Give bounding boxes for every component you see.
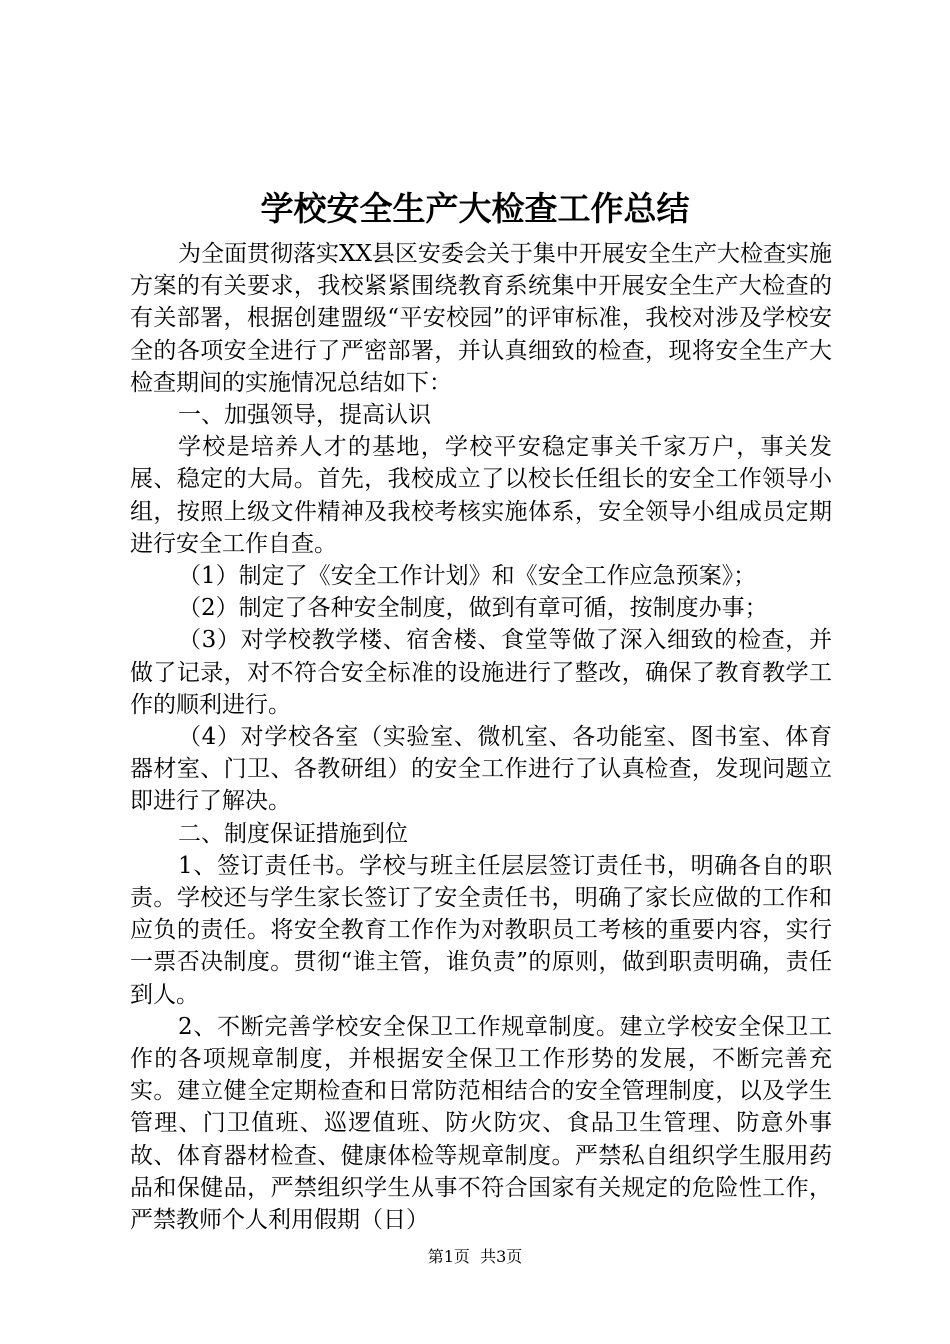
section-heading-2: 二、制度保证措施到位 [178, 820, 408, 847]
page-number: 第1页 共3页 [427, 1247, 523, 1266]
paragraph-leadership: 学校是培养人才的基地，学校平安稳定事关千家万户，事关发展、稳定的大局。首先，我校成立了以校长任组长的安全工作领导小组，按照上级文件精神及我校考核实施体系，安全领导小组成员定期进行安全工作自查。 [130, 434, 832, 557]
document-body [130, 238, 832, 1236]
list-item-1: （1）制定了《安全工作计划》和《安全工作应急预案》； [178, 563, 757, 590]
page-footer [0, 1244, 950, 1267]
paragraph-responsibility: 1、签订责任书。学校与班主任层层签订责任书，明确各自的职责。学校还与学生家长签订了安全责任书，明确了家长应做的工作和应负的责任。将安全教育工作作为对教职员工考核的重要内容，实行一票否决制度。贯彻“谁主管，谁负责”的原则，做到职责明确，责任到人。 [130, 852, 832, 1008]
section-heading-1: 一、加强领导，提高认识 [178, 402, 431, 429]
paragraph-intro: 为全面贯彻落实XX县区安委会关于集中开展安全生产大检查实施方案的有关要求，我校紧紧围绕教育系统集中开展安全生产大检查的有关部署，根据创建盟级“平安校园”的评审标准，我校对涉及学校安全的各项安全进行了严密部署，并认真细致的检查，现将安全生产大检查期间的实施情况总结如下： [130, 241, 832, 396]
list-item-3: （3）对学校教学楼、宿舍楼、食堂等做了深入细致的检查，并做了记录，对不符合安全标准的设施进行了整改，确保了教育教学工作的顺利进行。 [130, 627, 832, 718]
paragraph-regulations: 2、不断完善学校安全保卫工作规章制度。建立学校安全保卫工作的各项规章制度，并根据安全保卫工作形势的发展，不断完善充实。建立健全定期检查和日常防范相结合的安全管理制度，以及学生管理、门卫值班、巡逻值班、防火防灾、食品卫生管理、防意外事故、体育器材检查、健康体检等规章制度。严禁私自组织学生服用药品和保健品，严禁组织学生从事不符合国家有关规定的危险性工作，严禁教师个人利用假期（日） [130, 1013, 832, 1234]
document-title: 学校安全生产大检查工作总结 [260, 189, 690, 228]
list-item-2: （2）制定了各种安全制度，做到有章可循，按制度办事； [178, 595, 768, 622]
list-item-4: （4）对学校各室（实验室、微机室、各功能室、图书室、体育器材室、门卫、各教研组）的安全工作进行了认真检查，发现问题立即进行了解决。 [130, 724, 832, 815]
